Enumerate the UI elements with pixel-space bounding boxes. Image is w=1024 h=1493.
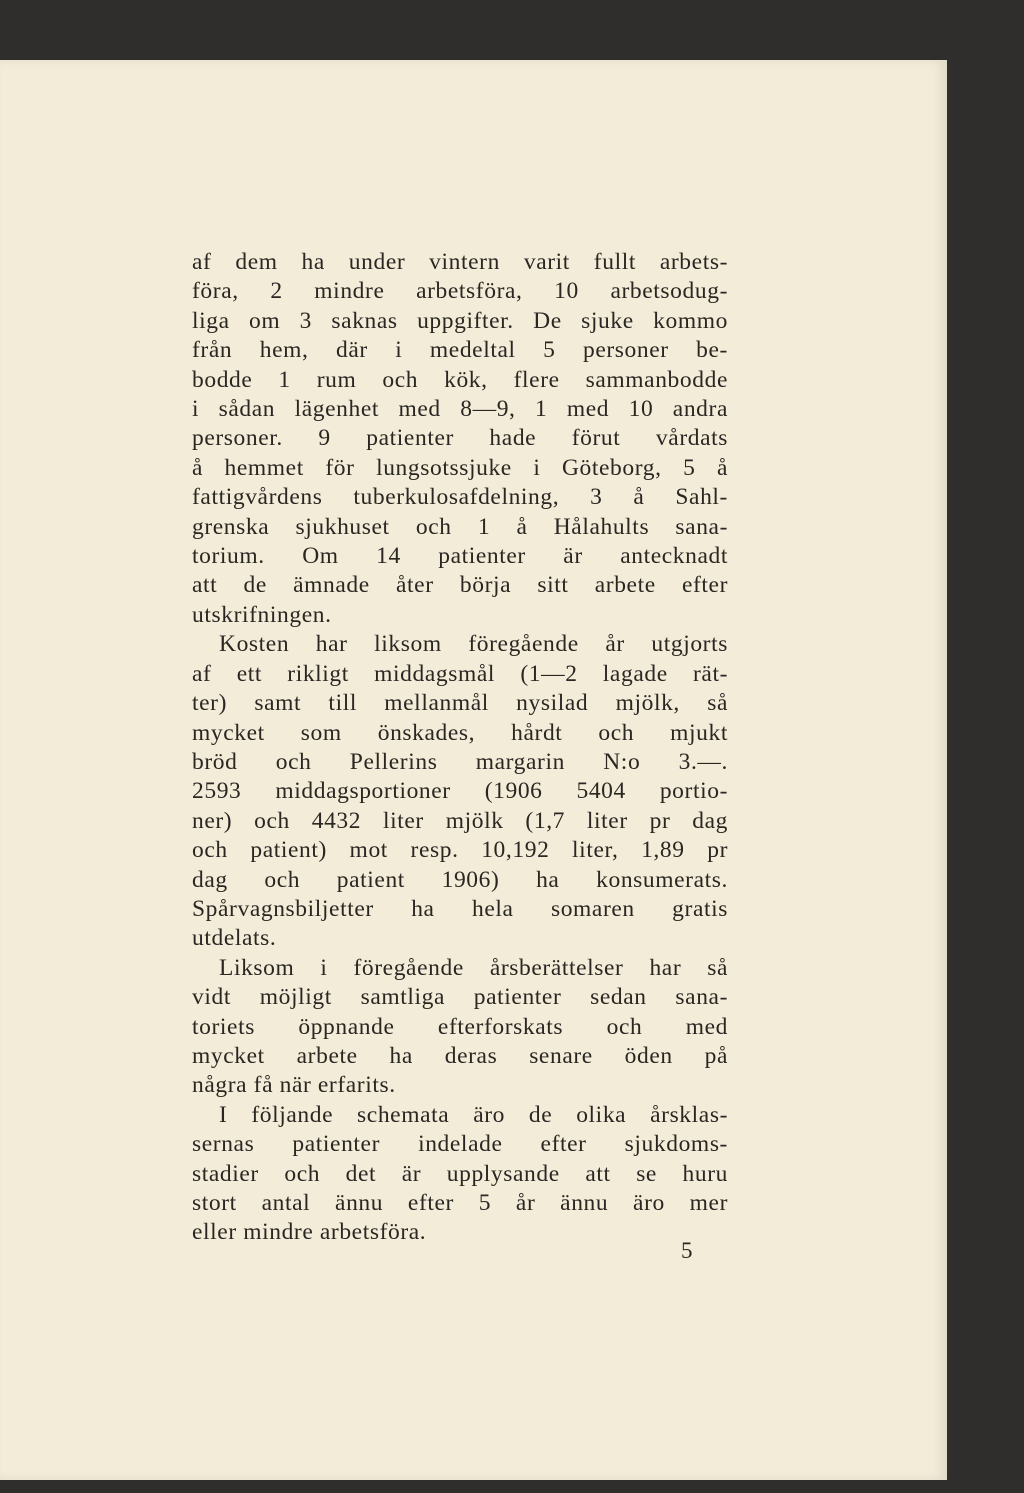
text-line: att de ämnade åter börja sitt arbete efter (192, 572, 728, 599)
text-line: personer. 9 patienter hade förut vårdats (192, 425, 728, 452)
text-line: af ett rikligt middagsmål (1—2 lagade rät- (192, 660, 728, 687)
text-line: stadier och det är upplysande att se huru (192, 1160, 728, 1187)
text-line: af dem ha under vintern varit fullt arbets- (192, 249, 728, 275)
text-line: ter) samt till mellanmål nysilad mjölk, så (192, 690, 728, 717)
text-line: utskrifningen. (192, 601, 332, 628)
text-line: I följande schemata äro de olika årsklas- (219, 1101, 728, 1128)
text-line: sernas patienter indelade efter sjukdoms- (192, 1131, 728, 1158)
text-line: stort antal ännu efter 5 år ännu äro mer (192, 1190, 728, 1216)
body-text (192, 248, 728, 1248)
text-line: toriets öppnande efterforskats och med (192, 1013, 728, 1040)
text-line: eller mindre arbetsföra. (192, 1219, 427, 1246)
text-line: torium. Om 14 patienter är antecknadt (192, 543, 728, 570)
paragraph (192, 1101, 728, 1248)
text-line: å hemmet för lungsotssjuke i Göteborg, 5 å (192, 454, 728, 481)
text-line: fattigvårdens tuberkulosafdelning, 3 å Sahl- (192, 484, 728, 511)
text-line: grenska sjukhuset och 1 å Hålahults sana- (192, 513, 728, 540)
page-number: 5 (681, 1238, 693, 1263)
text-line: från hem, där i medeltal 5 personer be- (192, 337, 728, 364)
text-line: Liksom i föregående årsberättelser har så (219, 954, 728, 981)
text-line: utdelats. (192, 925, 277, 952)
text-line: ner) och 4432 liter mjölk (1,7 liter pr dag (192, 807, 728, 834)
text-line: föra, 2 mindre arbetsföra, 10 arbetsodug- (192, 278, 728, 305)
text-line: 2593 middagsportioner (1906 5404 portio- (192, 778, 728, 805)
text-line: Kosten har liksom föregående år utgjorts (219, 631, 728, 658)
text-line: i sådan lägenhet med 8—9, 1 med 10 andra (192, 396, 728, 423)
text-line: mycket arbete ha deras senare öden på (192, 1042, 728, 1069)
text-line: vidt möjligt samtliga patienter sedan sana- (192, 984, 728, 1011)
text-line: dag och patient 1906) ha konsumerats. (192, 866, 728, 893)
text-line: bodde 1 rum och kök, flere sammanbodde (192, 366, 728, 393)
text-line: bröd och Pellerins margarin N:o 3.—. (192, 748, 728, 775)
text-line: och patient) mot resp. 10,192 liter, 1,89 pr (192, 837, 728, 864)
text-line: liga om 3 saknas uppgifter. De sjuke kommo (192, 307, 728, 334)
paragraph (192, 630, 728, 953)
text-line: mycket som önskades, hårdt och mjukt (192, 719, 728, 746)
text-line: Spårvagnsbiljetter ha hela somaren gratis (192, 895, 728, 922)
paragraph (192, 954, 728, 1101)
text-line: några få när erfarits. (192, 1072, 396, 1099)
paragraph (192, 248, 728, 630)
